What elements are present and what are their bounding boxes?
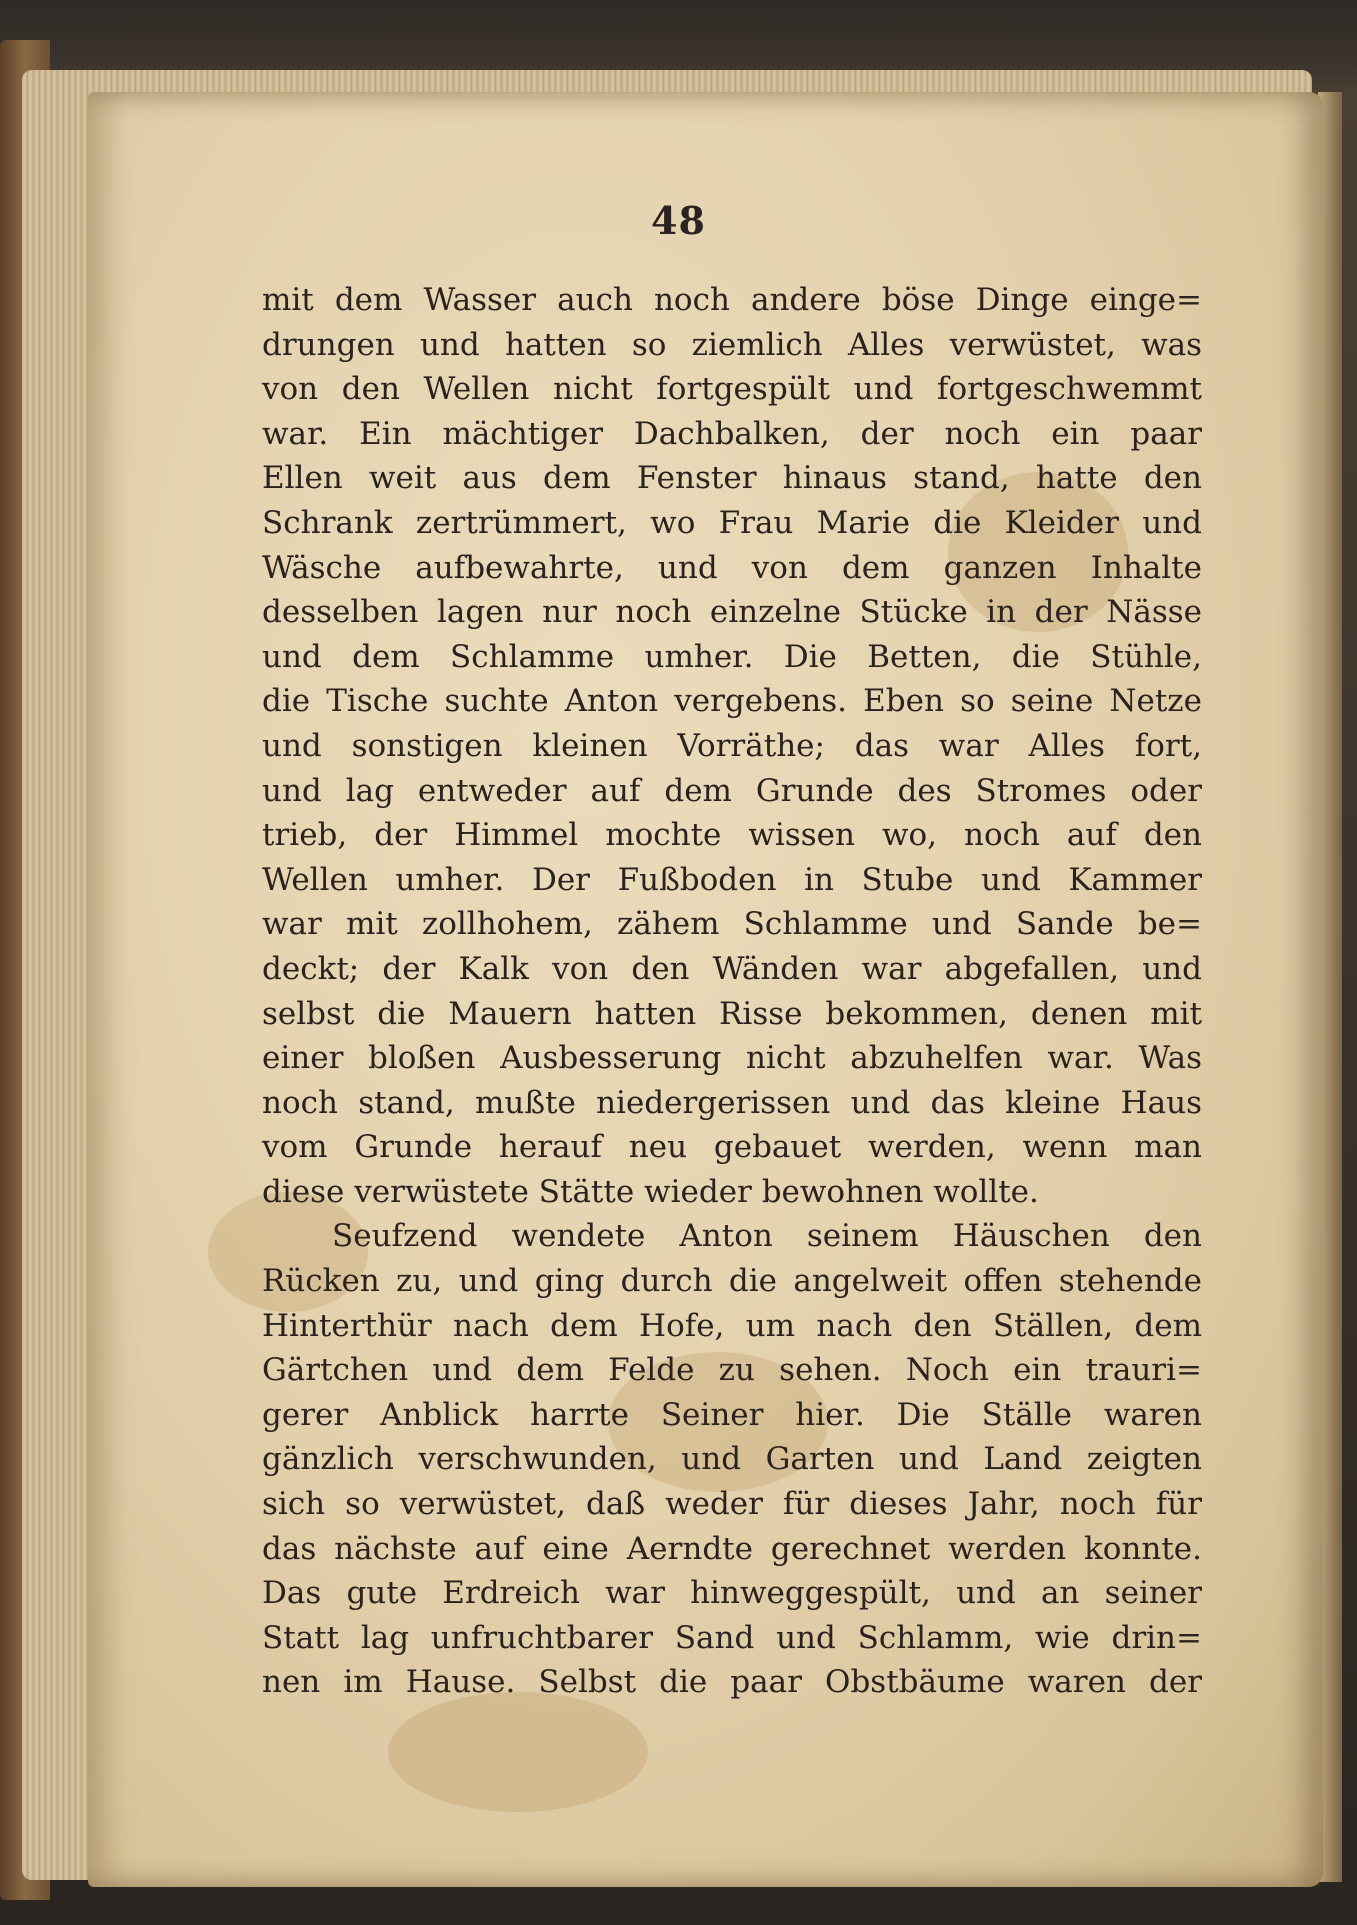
text-line: Wäsche aufbewahrte, und von dem ganzen Inhalte <box>262 549 1202 586</box>
text-line: war mit zollhohem, zähem Schlamme und Sande be= <box>262 906 1202 943</box>
text-line: drungen und hatten so ziemlich Alles verwüstet, was <box>262 326 1202 363</box>
text-line: Das gute Erdreich war hinweggespült, und an seiner <box>262 1575 1202 1612</box>
text-line: und dem Schlamme umher. Die Betten, die Stühle, <box>262 638 1202 675</box>
text-line: vom Grunde herauf neu gebauet werden, wenn man <box>262 1129 1202 1166</box>
text-line: mit dem Wasser auch noch andere böse Dinge einge= <box>262 282 1202 318</box>
text-line: das nächste auf eine Aerndte gerechnet werden konnte. <box>262 1530 1202 1567</box>
text-line: trieb, der Himmel mochte wissen wo, noch auf den <box>262 817 1202 854</box>
foxing-stain <box>388 1692 648 1812</box>
text-line: von den Wellen nicht fortgespült und fortgeschwemmt <box>262 371 1202 408</box>
text-line: Schrank zertrümmert, wo Frau Marie die Kleider und <box>262 504 1202 541</box>
text-line: Statt lag unfruchtbarer Sand und Schlamm, wie drin= <box>262 1619 1202 1656</box>
text-line: gerer Anblick harrte Seiner hier. Die Ställe waren <box>262 1396 1202 1433</box>
text-line: einer bloßen Ausbesserung nicht abzuhelfen war. Was <box>262 1040 1202 1077</box>
text-line: die Tische suchte Anton vergebens. Eben so seine Netze <box>262 683 1202 720</box>
text-line: sich so verwüstet, daß weder für dieses Jahr, noch für <box>262 1486 1202 1523</box>
text-line: Seufzend wendete Anton seinem Häuschen den <box>332 1218 1202 1255</box>
text-line: Wellen umher. Der Fußboden in Stube und Kammer <box>262 861 1202 898</box>
text-line: deckt; der Kalk von den Wänden war abgefallen, und <box>262 950 1202 987</box>
text-line: Rücken zu, und ging durch die angelweit offen stehende <box>262 1263 1202 1300</box>
page-number: 48 <box>651 198 706 243</box>
text-line: gänzlich verschwunden, und Garten und Land zeigten <box>262 1441 1202 1478</box>
text-line: Gärtchen und dem Felde zu sehen. Noch ein trauri= <box>262 1352 1202 1389</box>
body-text <box>262 278 1202 1705</box>
text-line: diese verwüstete Stätte wieder bewohnen wollte. <box>262 1173 1039 1210</box>
text-line: war. Ein mächtiger Dachbalken, der noch ein paar <box>262 415 1202 452</box>
text-line: selbst die Mauern hatten Risse bekommen, denen mit <box>262 995 1202 1032</box>
text-line: Hinterthür nach dem Hofe, um nach den Ställen, dem <box>262 1307 1202 1344</box>
text-line: Ellen weit aus dem Fenster hinaus stand, hatte den <box>262 460 1202 497</box>
text-line: noch stand, mußte niedergerissen und das kleine Haus <box>262 1084 1202 1121</box>
text-line: und sonstigen kleinen Vorräthe; das war Alles fort, <box>262 727 1202 764</box>
text-line: und lag entweder auf dem Grunde des Stromes oder <box>262 772 1202 809</box>
text-line: desselben lagen nur noch einzelne Stücke in der Nässe <box>262 594 1202 631</box>
text-line: nen im Hause. Selbst die paar Obstbäume waren der <box>262 1664 1202 1701</box>
